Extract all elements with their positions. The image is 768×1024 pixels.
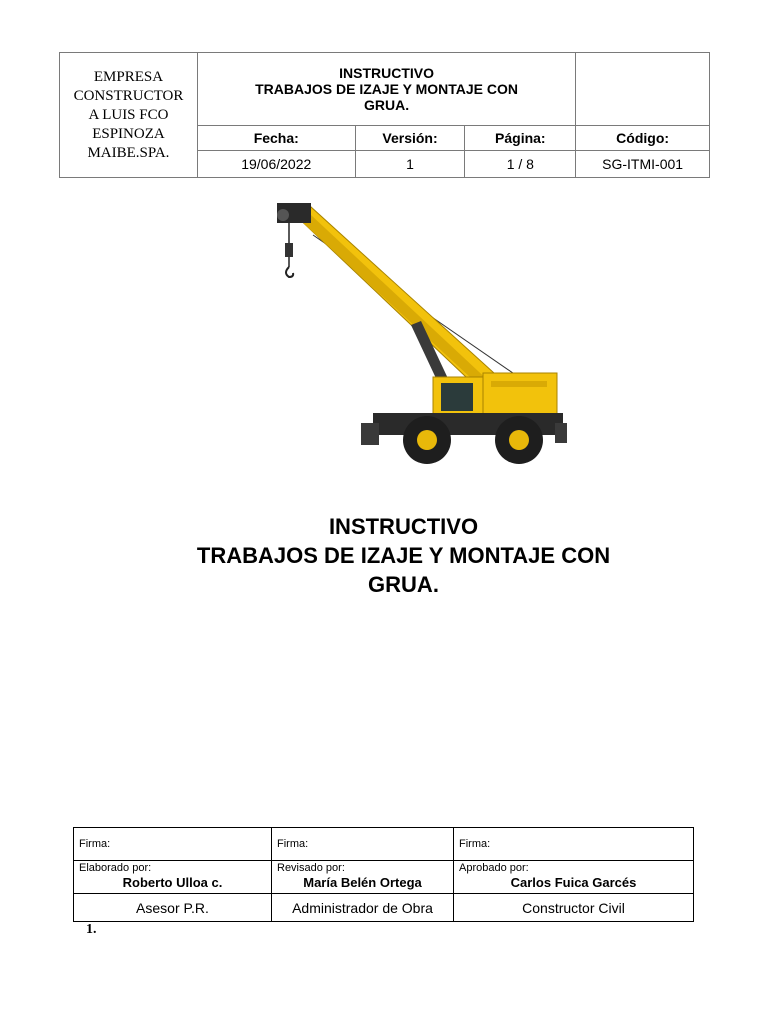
header-title [197, 53, 575, 126]
page-label: Página: [465, 126, 576, 151]
superstructure-stripe [491, 381, 547, 387]
elaborado-cell [74, 861, 272, 894]
hook [286, 267, 293, 277]
version-label: Versión: [355, 126, 465, 151]
outrigger-rear [555, 423, 567, 443]
cab-window [441, 383, 473, 411]
document-header-table [59, 52, 710, 178]
firma-cell-2: Firma: [272, 828, 454, 861]
superstructure [483, 373, 557, 415]
firma-cell-1: Firma: [74, 828, 272, 861]
company-line: MAIBE.SPA. [87, 144, 170, 161]
aprobado-name: Carlos Fuica Garcés [510, 875, 637, 890]
hook-block [285, 243, 293, 257]
aprobado-position: Constructor Civil [454, 894, 694, 922]
front-wheel-hub [417, 430, 437, 450]
date-label: Fecha: [197, 126, 355, 151]
date-value: 19/06/2022 [197, 151, 355, 178]
crane-illustration [193, 195, 577, 480]
header-title-line: INSTRUCTIVO [339, 65, 434, 81]
firma-cell-3: Firma: [454, 828, 694, 861]
header-blank-cell [576, 53, 710, 126]
crane-image [193, 195, 577, 480]
company-name [60, 53, 198, 178]
list-number: 1. [86, 922, 97, 937]
code-label: Código: [576, 126, 710, 151]
elaborado-name: Roberto Ulloa c. [122, 875, 223, 890]
main-title-line: INSTRUCTIVO [328, 514, 479, 539]
header-title-line: GRUA. [364, 97, 410, 113]
company-line: A LUIS FCO [88, 106, 169, 123]
revisado-label: Revisado por: [277, 862, 345, 874]
revisado-position: Administrador de Obra [272, 894, 454, 922]
main-title-line: TRABAJOS DE IZAJE Y MONTAJE CON [196, 543, 611, 568]
code-value: SG-ITMI-001 [576, 151, 710, 178]
page-value: 1 / 8 [465, 151, 576, 178]
rear-wheel-hub [509, 430, 529, 450]
outrigger-front [361, 423, 379, 445]
elaborado-label: Elaborado por: [79, 862, 152, 874]
revisado-cell [272, 861, 454, 894]
revisado-name: María Belén Ortega [303, 875, 422, 890]
main-title [100, 512, 707, 599]
aprobado-cell [454, 861, 694, 894]
boom-shade [301, 215, 493, 391]
elaborado-position: Asesor P.R. [74, 894, 272, 922]
version-value: 1 [355, 151, 465, 178]
main-title-line: GRUA. [368, 572, 439, 597]
aprobado-label: Aprobado por: [459, 862, 529, 874]
company-line: EMPRESA [93, 68, 164, 85]
header-title-line: TRABAJOS DE IZAJE Y MONTAJE CON [255, 81, 519, 97]
company-line: CONSTRUCTOR [73, 87, 184, 104]
sheave [277, 209, 289, 221]
signature-table [73, 827, 694, 922]
company-line: ESPINOZA [92, 125, 165, 142]
